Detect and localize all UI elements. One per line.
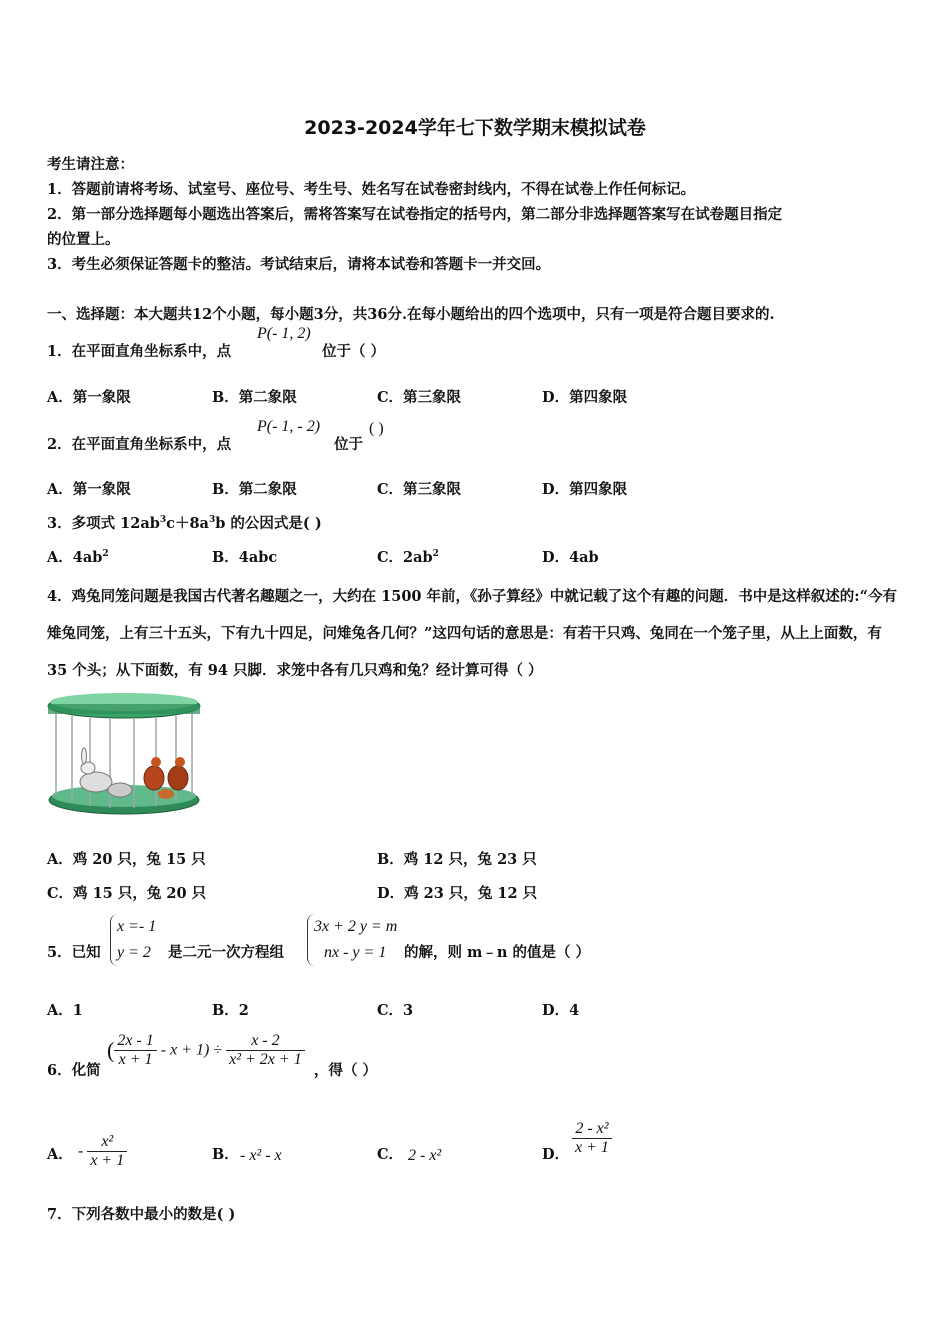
q3-stem-post: b 的公因式是( ) [215, 515, 322, 532]
rabbit-shape [80, 748, 132, 797]
question-2-stem: 2．在平面直角坐标系中，点 [47, 436, 232, 453]
q5-sys2-line1: 3x + 2 y = m [314, 918, 398, 935]
q5-option-a: A．1 [47, 1002, 83, 1019]
question-3-stem [47, 512, 322, 533]
q6-mid: - x + 1) [160, 1041, 210, 1059]
q3-stem-pre: 3．多项式 12ab [47, 515, 160, 532]
page-title: 2023-2024学年七下数学期末模拟试卷 [304, 117, 646, 139]
q6-f2-den: x² + 2x + 1 [229, 1051, 302, 1068]
q1-option-b: B．第二象限 [212, 389, 297, 406]
section-heading: 一、选择题：本大题共12个小题，每小题3分，共36分.在每小题给出的四个选项中，只有一项是符合题目要求的. [47, 306, 775, 323]
q6-option-c-label: C． [377, 1146, 404, 1163]
q3-option-b [212, 546, 277, 567]
q2-paren: ( ) [369, 420, 384, 437]
q6-expression: ( $\frac{2x - 1}{x + 1}$ - x + 1) ÷ $\frac{x - 2}{\text{x² + 2x + 1}}$ [107, 1032, 305, 1069]
q6-fraction-1 [114, 1032, 156, 1069]
q6-optA-den: x + 1 [90, 1152, 125, 1169]
q3-option-c [377, 546, 439, 567]
q2-tail: 位于 [334, 436, 363, 453]
q3-sup-1: 3 [159, 515, 167, 526]
q3-option-a-sup: 2 [102, 549, 109, 560]
q6-option-a [78, 1133, 127, 1170]
notice-heading: 考生请注意： [47, 156, 134, 173]
q2-option-a: A．第一象限 [47, 481, 131, 498]
q6-optD-den: x + 1 [575, 1139, 609, 1156]
q4-option-d: D．鸡 23 只，兔 12 只 [377, 885, 538, 902]
q3-option-d-text: D．4ab [542, 549, 599, 566]
q6-option-d-label: D． [542, 1146, 570, 1163]
q5-sys1-line1: x =- 1 [117, 918, 157, 935]
q3-option-a [47, 546, 109, 567]
q2-option-d: D．第四象限 [542, 481, 628, 498]
q5-tail: 的解，则 m﹣n 的值是（ ） [404, 944, 591, 961]
question-5-stem: 5．已知 [47, 944, 101, 961]
q6-optD-num: 2 - x² [572, 1120, 612, 1139]
q5-equation-system [307, 914, 397, 966]
q4-option-a: A．鸡 20 只，兔 15 只 [47, 851, 206, 868]
q6-fraction-2 [226, 1032, 305, 1069]
chicken-rabbit-cage-illustration [46, 690, 202, 818]
q6-option-b-label: B． [212, 1146, 239, 1163]
q6-option-c: 2 - x² [408, 1147, 442, 1164]
q1-stem-text: 1．在平面直角坐标系中，点 [47, 343, 232, 360]
q1-option-c: C．第三象限 [377, 389, 462, 406]
q2-option-b: B．第二象限 [212, 481, 297, 498]
notice-item-2b: 的位置上。 [47, 231, 120, 248]
notice-item-3: 3．考生必须保证答题卡的整洁。考试结束后，请将本试卷和答题卡一并交回。 [47, 256, 551, 273]
question-4-stem: 4．鸡兔同笼问题是我国古代著名趣题之一，大约在 1500 年前，《孙子算经》中就记载了这个有趣的问题．书中是这样叙述的:“今有雉兔同笼，上有三十五头，下有九十四足，问雉兔各几何？”这四句话的意思是：有若干只鸡、兔同在一个笼子里，从上上面数，有 35 个头；从下面数，有 94 只脚．求笼中各有几只鸡和兔？经计算可得（ ） [47, 588, 897, 679]
q5-sys1-line2: y = 2 [117, 944, 151, 961]
q6-divide-sign: ÷ [213, 1041, 223, 1059]
q3-option-c-text: C．2ab [377, 549, 433, 566]
q2-option-c: C．第三象限 [377, 481, 462, 498]
q1-tail: 位于（ ） [322, 343, 386, 360]
q5-option-b: B．2 [212, 1002, 249, 1019]
q6-option-a-label: A． [47, 1146, 73, 1163]
notice-item-1: 1．答题前请将考场、试室号、座位号、考生号、姓名写在试卷密封线内，不得在试卷上作任何标记。 [47, 181, 696, 198]
q2-point: P(- 1, - 2) [257, 418, 321, 435]
q3-stem-mid: c＋8a [166, 515, 209, 532]
q4-option-b: B．鸡 12 只，兔 23 只 [377, 851, 537, 868]
q1-point: P(- 1, 2) [257, 325, 311, 342]
q1-option-d: D．第四象限 [542, 389, 628, 406]
q6-tail: ，得（ ） [314, 1062, 378, 1079]
q5-solution-system [110, 914, 156, 966]
q5-option-d: D．4 [542, 1002, 580, 1019]
q5-option-c: C．3 [377, 1002, 414, 1019]
q6-optA-num: x² [87, 1133, 127, 1152]
q3-sup-2: 3 [208, 515, 216, 526]
q4-option-c: C．鸡 15 只，兔 20 只 [47, 885, 207, 902]
notice-item-2a: 2．第一部分选择题每小题选出答案后，需将答案写在试卷指定的括号内，第二部分非选择题答案写在试卷题目指定 [47, 206, 783, 223]
q3-option-a-text: A．4ab [47, 549, 103, 566]
q6-optA-fraction [87, 1133, 127, 1170]
q3-option-c-sup: 2 [432, 549, 439, 560]
question-6-stem: 6．化简 [47, 1062, 101, 1079]
question-7-stem: 7．下列各数中最小的数是( ) [47, 1206, 236, 1223]
q3-option-d [542, 546, 599, 567]
q5-sys2-line2: nx - y = 1 [324, 944, 387, 961]
q6-optA-sign: - [78, 1142, 84, 1160]
q1-option-a: A．第一象限 [47, 389, 131, 406]
q6-option-b: - x² - x [240, 1147, 282, 1164]
q6-f1-den: x + 1 [118, 1051, 153, 1068]
q6-f2-num: x - 2 [226, 1032, 305, 1051]
q6-f1-num: 2x - 1 [114, 1032, 156, 1051]
question-1-stem [47, 340, 231, 361]
q6-option-d [572, 1120, 612, 1157]
q5-mid: 是二元一次方程组 [168, 944, 284, 961]
q3-option-b-text: B．4abc [212, 549, 278, 566]
q6-optD-fraction [572, 1120, 612, 1157]
